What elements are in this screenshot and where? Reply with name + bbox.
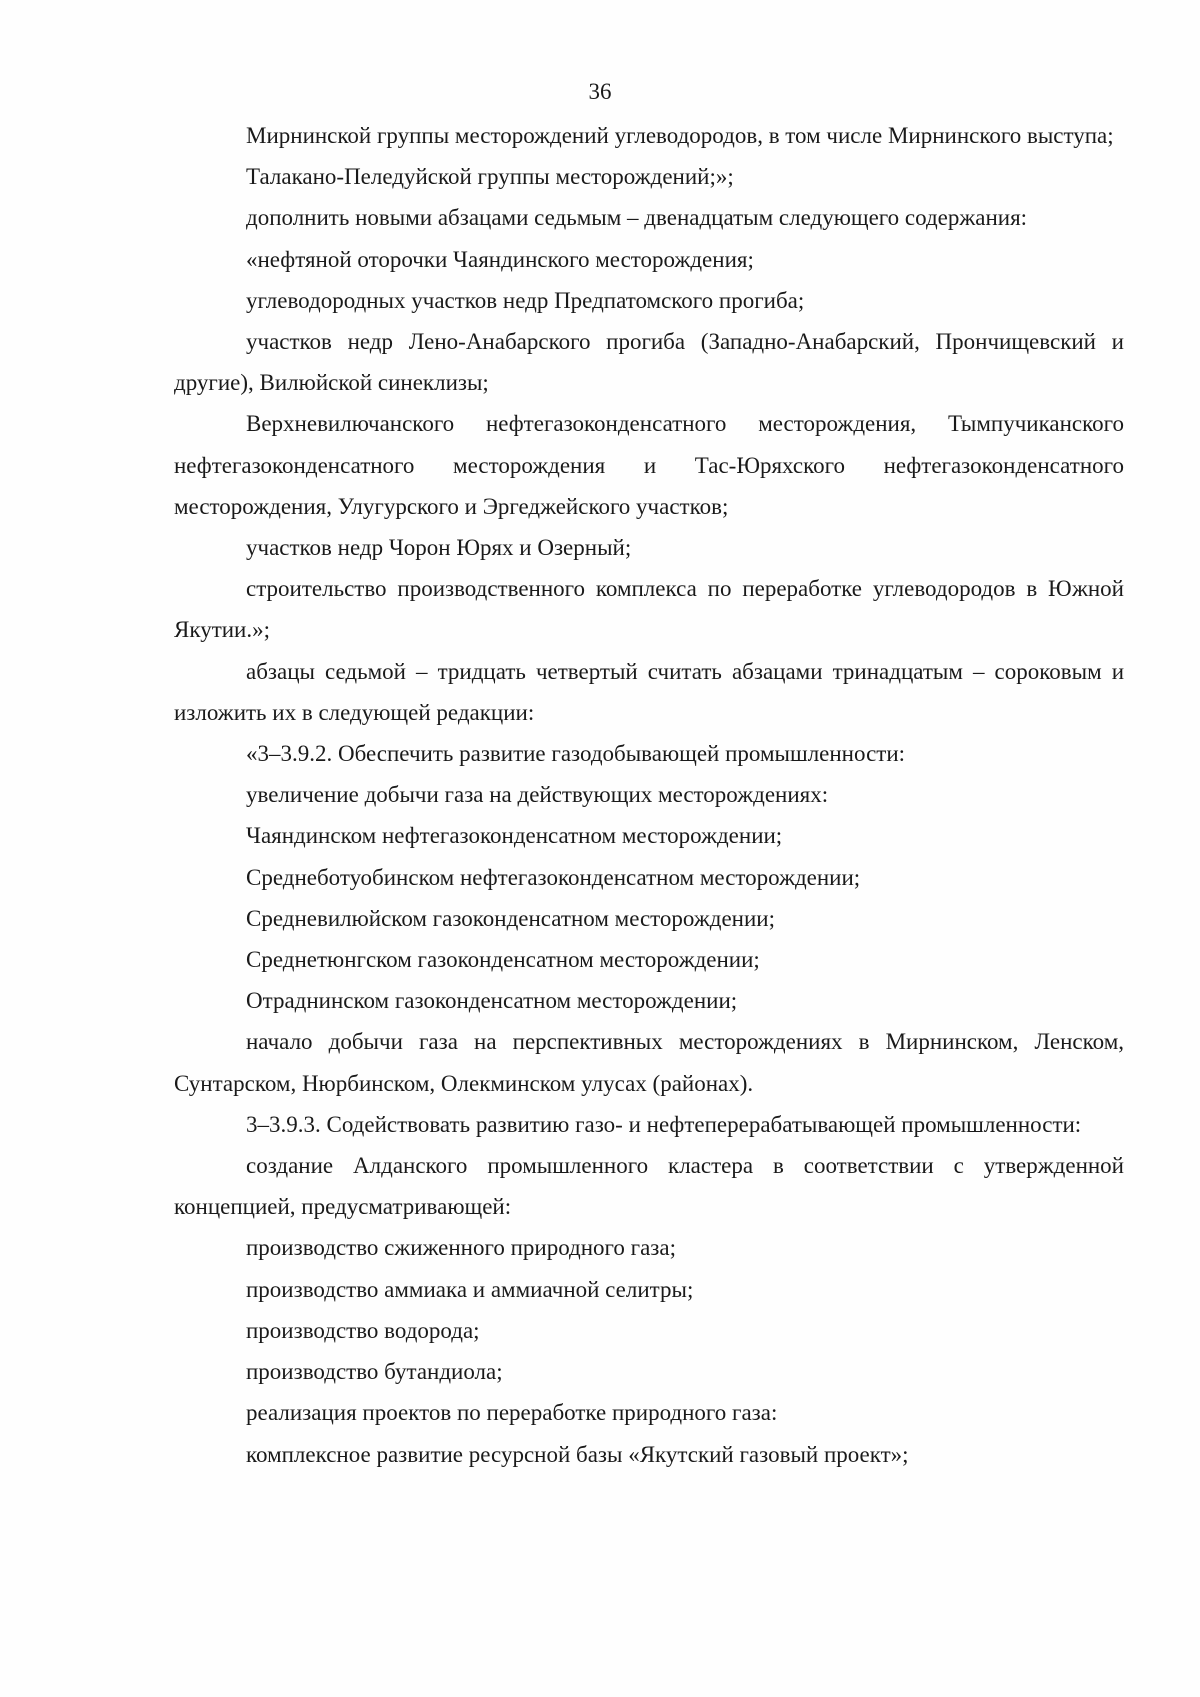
paragraph: производство сжиженного природного газа; xyxy=(246,1235,676,1261)
paragraph: углеводородных участков недр Предпатомского прогиба; xyxy=(246,287,805,313)
document-body xyxy=(174,115,1124,1475)
paragraph: «3–3.9.2. Обеспечить развитие газодобывающей промышленности: xyxy=(246,741,906,767)
paragraph: дополнить новыми абзацами седьмым – двенадцатым следующего содержания: xyxy=(246,205,1028,231)
paragraph: Средневилюйском газоконденсатном месторождении; xyxy=(246,905,775,931)
paragraph: Чаяндинском нефтегазоконденсатном месторождении; xyxy=(246,823,783,849)
paragraph: увеличение добычи газа на действующих месторождениях: xyxy=(246,782,829,808)
paragraph: Верхневилючанского нефтегазоконденсатного месторождения, Тымпучиканского нефтегазоконденсатного месторождения и Тас-Юряхского нефтегазоконденсатного месторождения, Улугурского и Эргеджейского участков; xyxy=(174,411,1124,519)
paragraph: создание Алданского промышленного кластера в соответствии с утвержденной концепцией, предусматривающей: xyxy=(174,1153,1124,1220)
paragraph: производство бутандиола; xyxy=(246,1359,503,1385)
paragraph: реализация проектов по переработке природного газа: xyxy=(246,1400,778,1426)
paragraph: строительство производственного комплекса по переработке углеводородов в Южной Якутии.»; xyxy=(174,576,1124,643)
paragraph: абзацы седьмой – тридцать четвертый считать абзацами тринадцатым – сороковым и изложить их в следующей редакции: xyxy=(174,658,1124,725)
paragraph: Среднеботуобинском нефтегазоконденсатном месторождении; xyxy=(246,864,861,890)
paragraph: производство аммиака и аммиачной селитры; xyxy=(246,1276,694,1302)
paragraph: участков недр Чорон Юрях и Озерный; xyxy=(246,535,632,561)
paragraph: участков недр Лено-Анабарского прогиба (Западно-Анабарский, Прончищевский и другие), Вилюйской синеклизы; xyxy=(174,329,1124,396)
paragraph: Отраднинском газоконденсатном месторождении; xyxy=(246,988,738,1014)
paragraph: Талакано-Пеледуйской группы месторождений;»; xyxy=(246,164,734,190)
paragraph: 3–3.9.3. Содействовать развитию газо- и нефтеперерабатывающей промышленности: xyxy=(246,1111,1082,1137)
paragraph: Мирнинской группы месторождений углеводородов, в том числе Мирнинского выступа; xyxy=(246,123,1114,148)
paragraph: Среднетюнгском газоконденсатном месторождении; xyxy=(246,947,760,973)
paragraph: начало добычи газа на перспективных месторождениях в Мирнинском, Ленском, Сунтарском, Нюрбинском, Олекминском улусах (районах). xyxy=(174,1029,1124,1096)
page-number: 36 xyxy=(588,79,612,104)
paragraph: «нефтяной оторочки Чаяндинского месторождения; xyxy=(246,246,754,272)
paragraph: производство водорода; xyxy=(246,1317,480,1343)
paragraph: комплексное развитие ресурсной базы «Якутский газовый проект»; xyxy=(246,1441,909,1467)
